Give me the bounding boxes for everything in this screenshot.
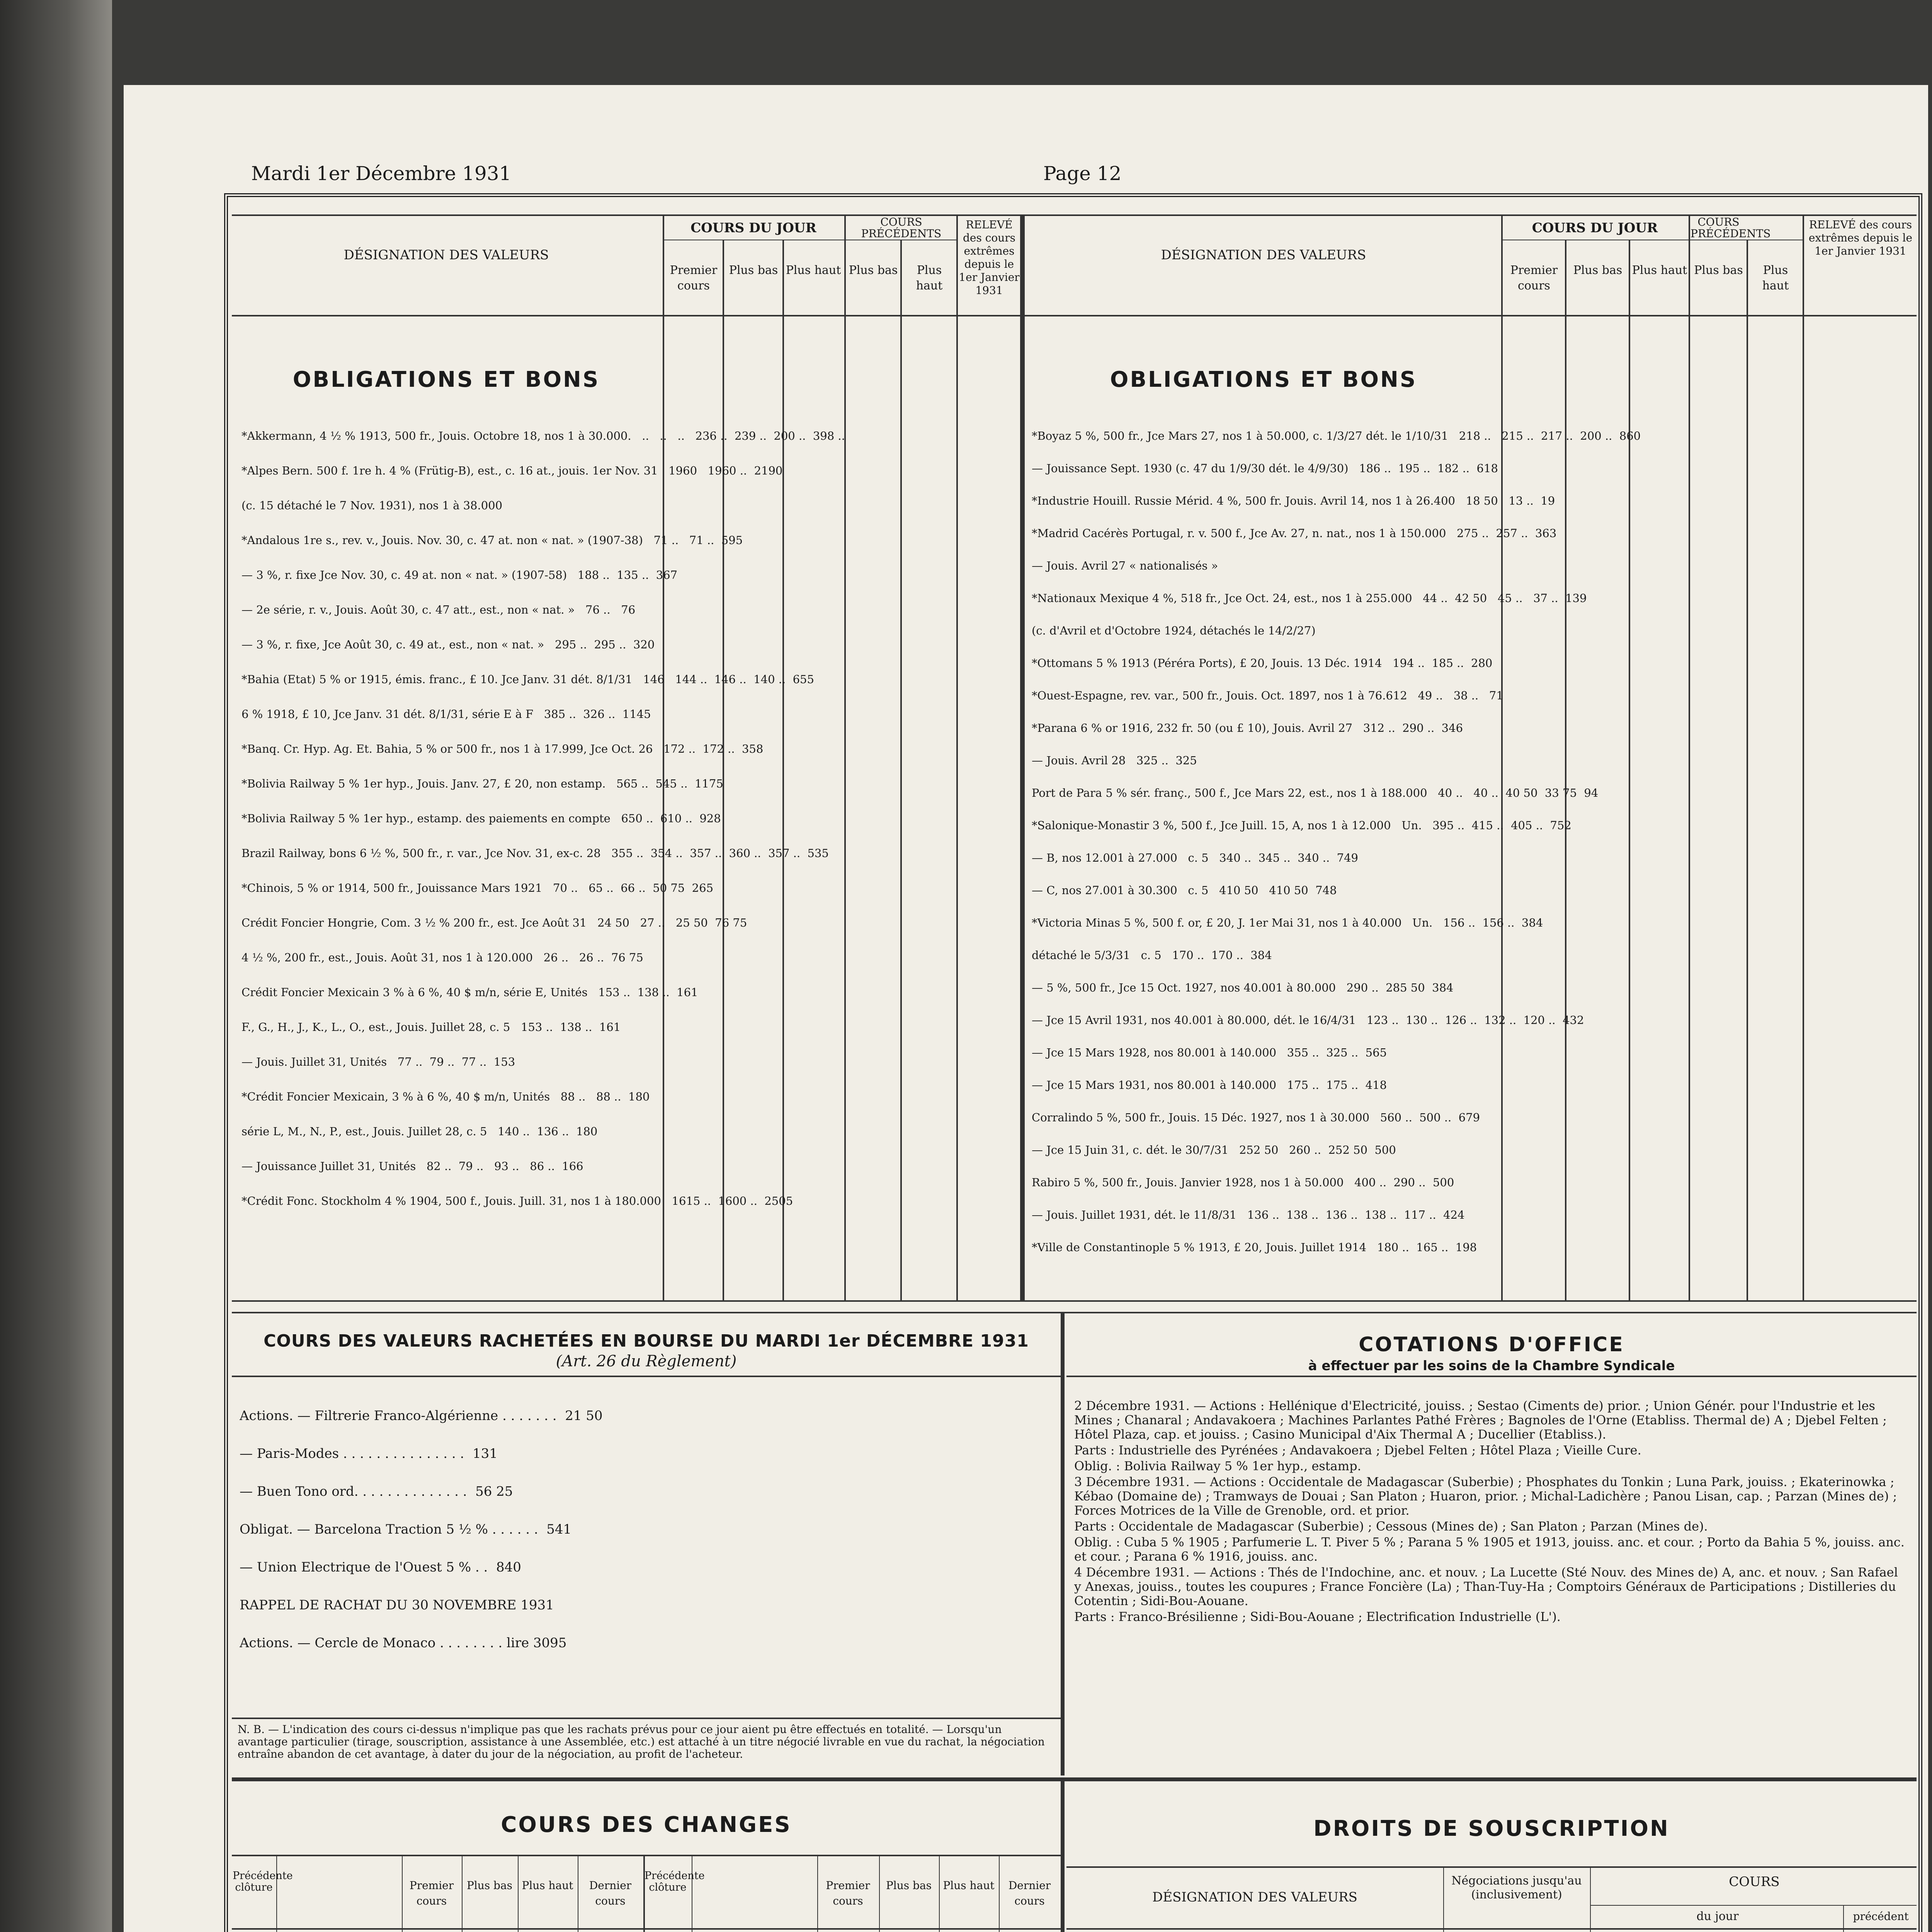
right-header-premier: Premier cours <box>1510 264 1558 293</box>
right-header-designation: DÉSIGNATION DES VALEURS <box>1161 247 1366 263</box>
left-table-rows <box>242 429 1014 1229</box>
table-row: Rabiro 5 %, 500 fr., Jouis. Janvier 1928, nos 1 à 50.000 400 .. 290 .. 500 <box>1032 1176 1454 1189</box>
changes-h-bas-2: Plus bas <box>886 1879 932 1892</box>
cotation-paragraph: Oblig. : Bolivia Railway 5 % 1er hyp., estamp. <box>1074 1459 1361 1473</box>
table-row: *Andalous 1re s., rev. v., Jouis. Nov. 30, c. 47 at. non « nat. » (1907-38) 71 .. 71 .. 595 <box>242 534 743 547</box>
right-header-plus-haut: Plus haut <box>1632 264 1687 277</box>
left-header-cours-prec: COURS PRÉCÉDENTS <box>861 216 942 240</box>
table-row: F., G., H., J., K., L., O., est., Jouis. Juillet 28, c. 5 153 .. 138 .. 161 <box>242 1020 621 1034</box>
droits-col-cours: COURS <box>1729 1874 1780 1889</box>
table-row: — Jce 15 Mars 1928, nos 80.001 à 140.000 355 .. 325 .. 565 <box>1032 1046 1387 1059</box>
left-header-premier: Premier cours <box>670 264 718 293</box>
changes-h-prec-1: Précédente clôture <box>233 1870 293 1893</box>
rachetees-line: — Buen Tono ord. . . . . . . . . . . . . . 56 25 <box>240 1484 513 1499</box>
table-row: — Jce 15 Juin 31, c. dét. le 30/7/31 252 50 260 .. 252 50 500 <box>1032 1143 1396 1156</box>
table-row: — Jouissance Juillet 31, Unités 82 .. 79 .. 93 .. 86 .. 166 <box>242 1160 583 1173</box>
cotation-paragraph: 2 Décembre 1931. — Actions : Hellénique d'Electricité, jouiss. ; Sestao (Ciments de) prior. ; Union Génér. pour l'Industrie et les Mines ; Chanaral ; Andavakoera ; Machines Parlantes Pathé Frères ; Bagnoles de l'Orne (Etabliss. Thermal de) A ; Djebel Felten ; Hôtel Plaza, cap. et jouiss. ; Casino Municipal d'Aix Thermal A ; Ducellier (Etabliss.). <box>1074 1398 1887 1442</box>
page-date: Mardi 1er Décembre 1931 <box>251 162 512 185</box>
table-row: *Boyaz 5 %, 500 fr., Jce Mars 27, nos 1 à 50.000, c. 1/3/27 dét. le 1/10/31 218 .. 215 .. 217 .. 200 .. 860 <box>1032 429 1641 442</box>
rachetees-lines <box>240 1406 665 1672</box>
table-row: *Ouest-Espagne, rev. var., 500 fr., Jouis. Oct. 1897, nos 1 à 76.612 49 .. 38 .. 71 <box>1032 689 1503 702</box>
changes-h-haut-2: Plus haut <box>943 1879 995 1892</box>
left-obligations-title: OBLIGATIONS ET BONS <box>293 367 600 392</box>
rachetees-line: Obligat. — Barcelona Traction 5 ½ % . . . . . . 541 <box>240 1522 572 1537</box>
changes-h-haut-1: Plus haut <box>522 1879 573 1892</box>
table-row: Brazil Railway, bons 6 ½ %, 500 fr., r. var., Jce Nov. 31, ex-c. 28 355 .. 354 .. 357 .. 360 .. 357 .. 535 <box>242 847 829 860</box>
cotations-title: COTATIONS D'OFFICE <box>1359 1333 1624 1356</box>
left-header-cours-jour: COURS DU JOUR <box>690 220 816 236</box>
table-row: — Jce 15 Avril 1931, nos 40.001 à 80.000, dét. le 16/4/31 123 .. 130 .. 126 .. 132 .. 120 .. 432 <box>1032 1014 1584 1027</box>
table-row: *Parana 6 % or 1916, 232 fr. 50 (ou £ 10), Jouis. Avril 27 312 .. 290 .. 346 <box>1032 721 1463 735</box>
right-table-rows <box>1032 429 1913 1273</box>
changes-h-dernier-1: Dernier cours <box>589 1879 632 1907</box>
right-header-cours-prec: COURS PRÉCÉDENTS <box>1690 216 1771 240</box>
table-row: série L, M., N., P., est., Jouis. Juillet 28, c. 5 140 .. 136 .. 180 <box>242 1125 598 1138</box>
cotations-subtitle: à effectuer par les soins de la Chambre Syndicale <box>1308 1358 1675 1374</box>
rachetees-note: N. B. — L'indication des cours ci-dessus n'implique pas que les rachats prévus pour ce jour aient pu être effectués en totalité. — Lorsqu'un avantage particulier (tirage, souscription, assistance à une Assemblée, etc.) est attaché à un titre négocié livrable en vue du rachat, la négociation entraîne abandon de cet avantage, à dater du jour de la négociation, au profit de l'acheteur. <box>238 1723 1045 1760</box>
table-row: *Victoria Minas 5 %, 500 f. or, £ 20, J. 1er Mai 31, nos 1 à 40.000 Un. 156 .. 156 .. 384 <box>1032 916 1543 929</box>
changes-h-prec-2: Précédente clôture <box>645 1870 705 1893</box>
table-row: *Bahia (Etat) 5 % or 1915, émis. franc., £ 10. Jce Janv. 31 dét. 8/1/31 146 144 .. 146 .. 140 .. 655 <box>242 673 814 686</box>
table-row: *Madrid Cacérès Portugal, r. v. 500 f., Jce Av. 27, n. nat., nos 1 à 150.000 275 .. 257 .. 363 <box>1032 527 1557 540</box>
cotation-paragraph: 4 Décembre 1931. — Actions : Thés de l'Indochine, anc. et nouv. ; La Lucette (Sté Nouv. des Mines de) A, anc. et nouv. ; San Rafael y Anexas, jouiss., toutes les coupures ; France Foncière (La) ; Than-Tuy-Ha ; Comptoirs Généraux de Participations ; Distilleries du Cotentin ; Sidi-Bou-Aouane. <box>1074 1565 1898 1608</box>
left-header-releve: RELEVÉ des cours extrêmes depuis le 1er Janvier 1931 <box>959 218 1020 297</box>
left-header-prec-haut: Plus haut <box>916 264 943 293</box>
droits-col-precedent: précédent <box>1853 1910 1909 1923</box>
page-number: Page 12 <box>1043 162 1122 185</box>
changes-title: COURS DES CHANGES <box>501 1812 792 1837</box>
table-row: — Jce 15 Mars 1931, nos 80.001 à 140.000 175 .. 175 .. 418 <box>1032 1078 1387 1092</box>
rachetees-line: — Paris-Modes . . . . . . . . . . . . . . . 131 <box>240 1446 498 1461</box>
table-row: *Alpes Bern. 500 f. 1re h. 4 % (Frütig-B), est., c. 16 at., jouis. 1er Nov. 31 1960 1960 .. 2190 <box>242 464 783 477</box>
right-header-plus-bas: Plus bas <box>1573 264 1622 277</box>
rachetees-title: COURS DES VALEURS RACHETÉES EN BOURSE DU MARDI 1er DÉCEMBRE 1931 <box>264 1331 1029 1351</box>
table-row: *Salonique-Monastir 3 %, 500 f., Jce Juill. 15, A, nos 1 à 12.000 Un. 395 .. 415 .. 405 .. 752 <box>1032 819 1571 832</box>
right-header-prec-haut: Plus haut <box>1762 264 1789 293</box>
rachetees-line: Actions. — Filtrerie Franco-Algérienne . . . . . . . 21 50 <box>240 1408 603 1423</box>
left-header-plus-bas: Plus bas <box>729 264 778 277</box>
droits-col-jour: du jour <box>1696 1910 1739 1923</box>
table-row: — Jouis. Avril 27 « nationalisés » <box>1032 559 1218 572</box>
table-row: — B, nos 12.001 à 27.000 c. 5 340 .. 345 .. 340 .. 749 <box>1032 851 1358 864</box>
table-row: Corralindo 5 %, 500 fr., Jouis. 15 Déc. 1927, nos 1 à 30.000 560 .. 500 .. 679 <box>1032 1111 1480 1124</box>
table-row: *Bolivia Railway 5 % 1er hyp., Jouis. Janv. 27, £ 20, non estamp. 565 .. 545 .. 1175 <box>242 777 723 790</box>
cotations-paragraphs <box>1074 1399 1909 1626</box>
table-row: *Industrie Houill. Russie Mérid. 4 %, 500 fr. Jouis. Avril 14, nos 1 à 26.400 18 50 13 .. 19 <box>1032 494 1555 507</box>
table-row: Crédit Foncier Hongrie, Com. 3 ½ % 200 fr., est. Jce Août 31 24 50 27 .. 25 50 76 75 <box>242 916 747 929</box>
table-row: *Bolivia Railway 5 % 1er hyp., estamp. des paiements en compte 650 .. 610 .. 928 <box>242 812 721 825</box>
cotation-paragraph: Parts : Occidentale de Madagascar (Suberbie) ; Cessous (Mines de) ; San Platon ; Parzan (Mines de). <box>1074 1519 1708 1534</box>
table-row: — 5 %, 500 fr., Jce 15 Oct. 1927, nos 40.001 à 80.000 290 .. 285 50 384 <box>1032 981 1454 994</box>
cotation-paragraph: Oblig. : Cuba 5 % 1905 ; Parfumerie L. T. Piver 5 % ; Parana 5 % 1905 et 1913, jouiss. anc. et cour. ; Porto da Bahia 5 %, jouiss. anc. et cour. ; Parana 6 % 1916, jouiss. anc. <box>1074 1535 1905 1564</box>
table-row: 4 ½ %, 200 fr., est., Jouis. Août 31, nos 1 à 120.000 26 .. 26 .. 76 75 <box>242 951 643 964</box>
table-row: Crédit Foncier Mexicain 3 % à 6 %, 40 $ m/n, série E, Unités 153 .. 138 .. 161 <box>242 986 698 999</box>
left-header-designation: DÉSIGNATION DES VALEURS <box>344 247 549 263</box>
changes-h-premier-2: Premier cours <box>826 1879 870 1907</box>
table-row: (c. d'Avril et d'Octobre 1924, détachés le 14/2/27) <box>1032 624 1316 637</box>
changes-h-dernier-2: Dernier cours <box>1008 1879 1051 1907</box>
table-row: *Crédit Fonc. Stockholm 4 % 1904, 500 f., Jouis. Juill. 31, nos 1 à 180.000 1615 .. 1600 .. 2505 <box>242 1194 793 1208</box>
right-obligations-title: OBLIGATIONS ET BONS <box>1110 367 1417 392</box>
droits-col-negociations: Négociations jusqu'au (inclusivement) <box>1451 1874 1582 1901</box>
rachetees-line: — Union Electrique de l'Ouest 5 % . . 840 <box>240 1560 521 1575</box>
table-row: *Akkermann, 4 ½ % 1913, 500 fr., Jouis. Octobre 18, nos 1 à 30.000. .. .. .. 236 .. 239 .. 200 .. 398 .. <box>242 429 845 442</box>
table-row: *Ottomans 5 % 1913 (Péréra Ports), £ 20, Jouis. 13 Déc. 1914 194 .. 185 .. 280 <box>1032 656 1493 670</box>
cotation-paragraph: Parts : Industrielle des Pyrénées ; Andavakoera ; Djebel Felten ; Hôtel Plaza ; Vieille Cure. <box>1074 1443 1641 1458</box>
left-header-prec-bas: Plus bas <box>849 264 898 277</box>
table-row: — 3 %, r. fixe, Jce Août 30, c. 49 at., est., non « nat. » 295 .. 295 .. 320 <box>242 638 655 651</box>
right-header-cours-jour: COURS DU JOUR <box>1532 220 1658 236</box>
cotation-paragraph: Parts : Franco-Brésilienne ; Sidi-Bou-Aouane ; Electrification Industrielle (L'). <box>1074 1609 1561 1624</box>
table-row: *Nationaux Mexique 4 %, 518 fr., Jce Oct. 24, est., nos 1 à 255.000 44 .. 42 50 45 .. 37 .. 139 <box>1032 592 1587 605</box>
table-row: — Jouissance Sept. 1930 (c. 47 du 1/9/30 dét. le 4/9/30) 186 .. 195 .. 182 .. 618 <box>1032 462 1498 475</box>
droits-col-designation: DÉSIGNATION DES VALEURS <box>1152 1889 1357 1905</box>
table-row: *Banq. Cr. Hyp. Ag. Et. Bahia, 5 % or 500 fr., nos 1 à 17.999, Jce Oct. 26 172 .. 172 .. 358 <box>242 742 764 755</box>
changes-h-bas-1: Plus bas <box>466 1879 513 1892</box>
right-header-prec-bas: Plus bas <box>1694 264 1743 277</box>
binding-gutter <box>0 0 112 1932</box>
table-row: — C, nos 27.001 à 30.300 c. 5 410 50 410 50 748 <box>1032 884 1337 897</box>
table-row: — Jouis. Juillet 1931, dét. le 11/8/31 136 .. 138 .. 136 .. 138 .. 117 .. 424 <box>1032 1208 1465 1221</box>
left-header-plus-haut: Plus haut <box>786 264 841 277</box>
table-row: — Jouis. Juillet 31, Unités 77 .. 79 .. 77 .. 153 <box>242 1055 515 1068</box>
table-row: — 3 %, r. fixe Jce Nov. 30, c. 49 at. non « nat. » (1907-58) 188 .. 135 .. 367 <box>242 568 678 582</box>
table-row: *Crédit Foncier Mexicain, 3 % à 6 %, 40 $ m/n, Unités 88 .. 88 .. 180 <box>242 1090 650 1103</box>
cotation-paragraph: 3 Décembre 1931. — Actions : Occidentale de Madagascar (Suberbie) ; Phosphates du Tonkin ; Luna Park, jouiss. ; Ekaterinowka ; Kébao (Domaine de) ; Tramways de Douai ; San Platon ; Huaron, prior. ; Michal-Ladichère ; Panou Lisan, cap. ; Parzan (Mines de) ; Forces Motrices de la Ville de Grenoble, ord. et prior. <box>1074 1475 1897 1518</box>
droits-title: DROITS DE SOUSCRIPTION <box>1313 1816 1670 1841</box>
table-row: — 2e série, r. v., Jouis. Août 30, c. 47 att., est., non « nat. » 76 .. 76 <box>242 603 636 616</box>
rachetees-line: Actions. — Cercle de Monaco . . . . . . . . lire 3095 <box>240 1635 567 1651</box>
rachetees-subtitle: (Art. 26 du Règlement) <box>556 1352 737 1370</box>
right-header-releve: RELEVÉ des cours extrêmes depuis le 1er Janvier 1931 <box>1808 218 1913 257</box>
table-row: (c. 15 détaché le 7 Nov. 1931), nos 1 à 38.000 <box>242 499 503 512</box>
table-row: *Ville de Constantinople 5 % 1913, £ 20, Jouis. Juillet 1914 180 .. 165 .. 198 <box>1032 1241 1477 1254</box>
rachetees-line: RAPPEL DE RACHAT DU 30 NOVEMBRE 1931 <box>240 1597 554 1613</box>
table-row: 6 % 1918, £ 10, Jce Janv. 31 dét. 8/1/31, série E à F 385 .. 326 .. 1145 <box>242 707 651 721</box>
changes-h-premier-1: Premier cours <box>409 1879 454 1907</box>
table-row: détaché le 5/3/31 c. 5 170 .. 170 .. 384 <box>1032 949 1272 962</box>
table-row: Port de Para 5 % sér. franç., 500 f., Jce Mars 22, est., nos 1 à 188.000 40 .. 40 .. 40 50 33 75 94 <box>1032 786 1599 799</box>
table-row: *Chinois, 5 % or 1914, 500 fr., Jouissance Mars 1921 70 .. 65 .. 66 .. 50 75 265 <box>242 881 714 895</box>
table-row: — Jouis. Avril 28 325 .. 325 <box>1032 754 1197 767</box>
